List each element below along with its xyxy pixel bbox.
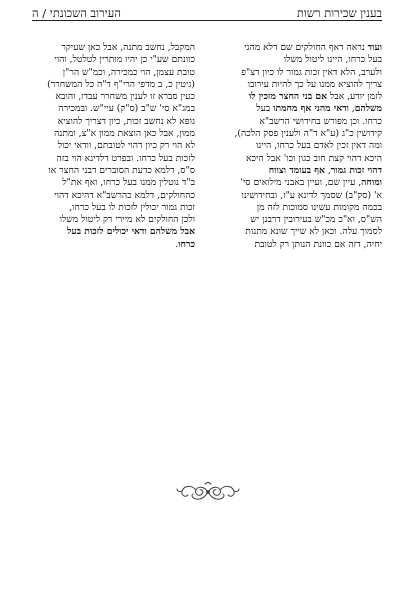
text-segment: . <box>175 238 179 250</box>
bold-text-segment: ודאי מהני אף מחמתו <box>273 103 349 115</box>
text-line <box>219 239 382 251</box>
text-segment: נראה דאף החולקים שם דלא מהני <box>244 42 368 53</box>
text-segment: ממון, אבל כאן הוצאת ממון א"צ, ומתנה <box>54 128 195 140</box>
text-line <box>219 103 382 115</box>
text-segment: היכא דהוי קצת חוב כגון וכו' אבל היכא <box>245 152 382 164</box>
text-line <box>32 177 195 189</box>
text-segment: לזמן יודע, אבל <box>327 91 382 103</box>
text-segment: (גיטין כ, ב מדפי הרי"ף ד"ה כל המשחרר) <box>47 78 195 90</box>
text-segment: גופא לא נחשב זכות, כיון דצריך להוציא <box>57 115 195 127</box>
text-line <box>219 165 382 177</box>
text-segment: , <box>348 103 355 115</box>
bold-text-segment: משלהם <box>354 103 382 115</box>
text-segment: צריך להוציא ממנו על כך להיות עירובו <box>247 78 382 90</box>
decorative-flourish-icon <box>176 478 240 506</box>
text-line <box>219 67 382 79</box>
text-line <box>219 140 382 152</box>
text-line <box>219 79 382 91</box>
right-text-column <box>219 42 382 251</box>
text-segment: הש"ס, וא"כ מכ"ש בעירובין דרבנן יש <box>250 214 382 226</box>
text-segment: ס"ס, דלמא כדעת הסוברים דבני החצר או <box>48 164 195 176</box>
text-segment: כהחולקים, דלמא כהרשב"א דהיכא דהוי <box>54 189 195 201</box>
text-line <box>32 153 195 165</box>
book-title-page-number: העירוב השכונתי / ה <box>32 6 121 20</box>
text-segment: א' (סק"ב) שסמך לדינא ע"ז, ובחידושינו <box>241 189 382 201</box>
text-segment: טובת עצמן, הוי כמכירה, וכמ"ש הר"ן <box>62 66 195 78</box>
text-line <box>219 128 382 140</box>
text-segment: יחיה, דזה אם כוונת הנותן רק לטובת <box>254 238 382 250</box>
page-header <box>32 4 382 21</box>
text-line <box>32 214 195 226</box>
text-line <box>219 153 382 165</box>
bold-text-segment: כרחו <box>178 238 195 250</box>
bold-text-segment: ועוד <box>367 42 382 53</box>
text-segment: במג"א סי' ש"ב (ס"ק) עיי"ש. ובמכירה <box>58 103 195 115</box>
text-line <box>32 79 195 91</box>
bold-text-segment: אבל משלהם ודאי יכולים לזכות בעל <box>67 226 195 238</box>
text-line <box>32 140 195 152</box>
text-line <box>219 202 382 214</box>
text-segment: בעל כרחו, היינו ליטול משלו <box>283 54 382 66</box>
text-line <box>32 202 195 214</box>
text-segment: לא הוי רק כיון דהוי לטובתם, וודאי יכול <box>57 140 195 152</box>
bold-text-segment: דהוי זכות גמור <box>330 164 382 176</box>
text-segment: בכמה מקומות עשינו סמוכות לזה מן <box>256 201 382 213</box>
text-segment: כרחו <box>365 115 382 127</box>
text-line <box>32 190 195 202</box>
text-line <box>32 42 195 54</box>
text-segment: כוונתם שע"י כן יהיו מותרין לטלטל, והוי <box>54 54 195 66</box>
text-line <box>219 214 382 226</box>
text-segment: לסמוך עלה. וכאן לא שייך שונא מתנות <box>245 226 382 238</box>
text-segment: בעל <box>256 103 274 115</box>
text-line <box>32 226 195 238</box>
text-line <box>32 165 195 177</box>
text-segment: לזכות בעל כרחו. ובפרט דלדינא הוי בזה <box>56 152 195 164</box>
text-line <box>32 54 195 66</box>
text-segment: . וכן מפורש בחידושי הרשב"א <box>259 115 366 127</box>
text-segment: ב"ד נוטלין ממנו בעל כרחו, ואף את"ל <box>62 177 195 189</box>
text-line <box>219 54 382 66</box>
text-segment: ולכן החולקים לא מיירי רק ליטול משלו <box>59 214 195 226</box>
bold-text-segment: ומוחה <box>361 177 382 189</box>
text-segment: , <box>324 164 331 176</box>
text-line <box>219 116 382 128</box>
left-text-column <box>32 42 195 251</box>
text-segment: קידושין כ"ג (ע"א ד"ה ולענין פסק הלכה), <box>234 128 382 140</box>
text-line <box>219 190 382 202</box>
text-line <box>219 177 382 189</box>
text-line <box>32 116 195 128</box>
text-segment: כעין סברא זו לענין משחרר עבדו, והובא <box>55 91 195 103</box>
text-segment: ומה דאין זכין לאדם בעל כרחו, היינו <box>255 140 382 152</box>
text-line <box>32 239 195 251</box>
text-line <box>219 226 382 238</box>
text-segment: זכות גמור יכולין לזכות לו בעל כרחו, <box>69 201 195 213</box>
bold-text-segment: אף בעומד וצווח <box>268 164 325 176</box>
text-line <box>219 42 382 54</box>
text-line <box>219 91 382 103</box>
text-line <box>32 67 195 79</box>
text-line <box>32 103 195 115</box>
text-line <box>32 91 195 103</box>
text-segment: המקבל, נחשב מתנה, אבל כאן שעיקר <box>61 42 195 53</box>
text-segment: ולערב, הלא דאין זכות גמור לו כיון דצ"פ <box>241 66 382 78</box>
text-segment: , עיין שם, ועיין באבני מילואים סי' <box>240 177 362 189</box>
running-title: בענין שכירות רשות <box>296 6 382 20</box>
bold-text-segment: אם בני החצר מזכין לו <box>248 91 328 103</box>
text-line <box>32 128 195 140</box>
